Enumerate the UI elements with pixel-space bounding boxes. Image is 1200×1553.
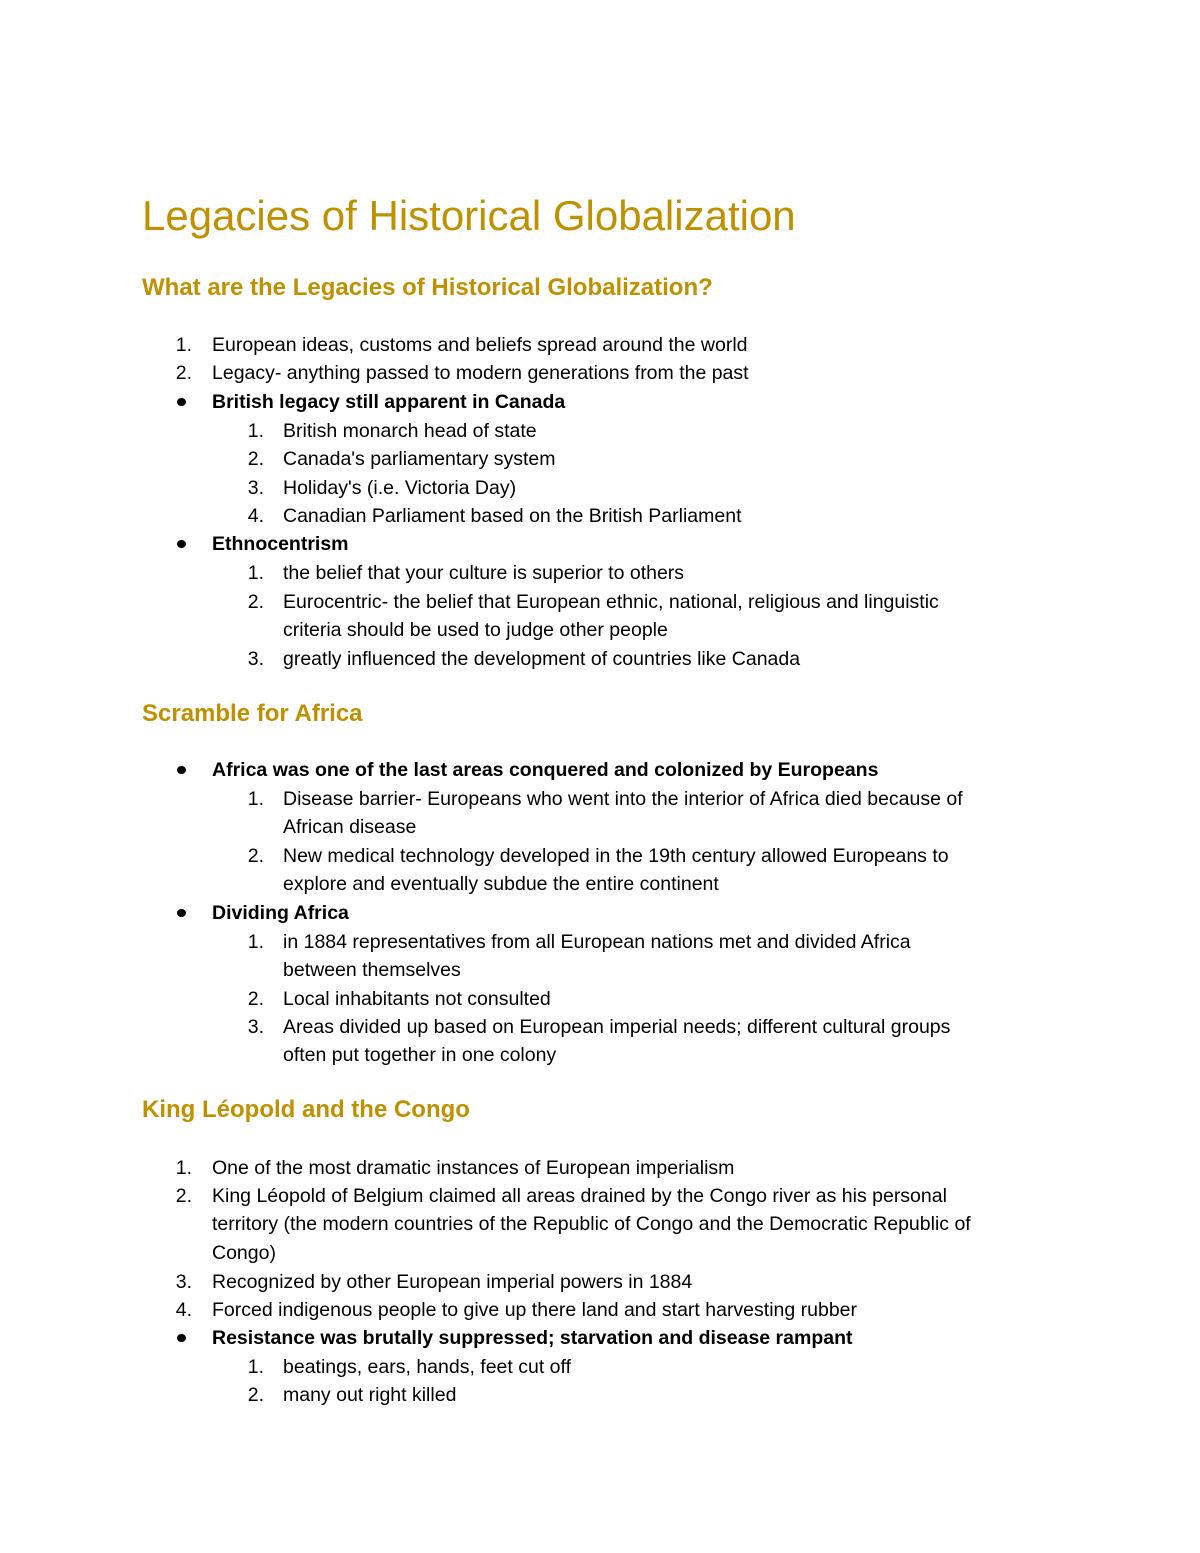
list-item-text: Legacy- anything passed to modern generations from the past <box>212 362 749 384</box>
list-number: 4. <box>247 505 264 527</box>
section-heading-legacies: What are the Legacies of Historical Globalization? <box>142 274 713 301</box>
list-item-text: Canada's parliamentary system <box>283 448 556 470</box>
bullet-icon <box>177 909 186 917</box>
list-item-text: One of the most dramatic instances of European imperialism <box>212 1157 735 1179</box>
list-number: 3. <box>247 1016 264 1038</box>
list-item-text: Areas divided up based on European imperial needs; different cultural groups <box>283 1016 951 1038</box>
bullet-icon <box>177 1334 186 1342</box>
list-item-text: often put together in one colony <box>283 1044 557 1066</box>
list-number: 2. <box>247 1384 264 1406</box>
list-number: 1. <box>247 931 264 953</box>
bullet-item-text: British legacy still apparent in Canada <box>212 391 566 413</box>
list-item-text: Recognized by other European imperial powers in 1884 <box>212 1271 693 1293</box>
list-item-text: in 1884 representatives from all European nations met and divided Africa <box>283 931 911 953</box>
list-number: 1. <box>247 420 264 442</box>
list-item-text: territory (the modern countries of the Republic of Congo and the Democratic Republic of <box>212 1213 971 1235</box>
list-item-text: Canadian Parliament based on the British Parliament <box>283 505 742 527</box>
list-item-text: beatings, ears, hands, feet cut off <box>283 1356 571 1378</box>
list-number: 1. <box>175 334 192 356</box>
list-item-text: Forced indigenous people to give up there land and start harvesting rubber <box>212 1299 858 1321</box>
bullet-item-text: Resistance was brutally suppressed; starvation and disease rampant <box>212 1327 853 1349</box>
list-number: 3. <box>175 1271 192 1293</box>
list-item-text: British monarch head of state <box>283 420 537 442</box>
list-number: 1. <box>175 1157 192 1179</box>
bullet-icon <box>177 766 186 774</box>
bullet-icon <box>177 540 186 548</box>
bullet-item-text: Dividing Africa <box>212 902 349 924</box>
list-item-text: Congo) <box>212 1242 276 1264</box>
list-item-text: Local inhabitants not consulted <box>283 988 551 1010</box>
list-item-text: Eurocentric- the belief that European ethnic, national, religious and linguistic <box>283 591 939 613</box>
section-heading-scramble: Scramble for Africa <box>142 700 363 727</box>
bullet-item-text: Africa was one of the last areas conquered and colonized by Europeans <box>212 759 879 781</box>
list-item-text: greatly influenced the development of countries like Canada <box>283 648 801 670</box>
list-number: 2. <box>175 1185 192 1207</box>
list-number: 2. <box>247 845 264 867</box>
list-number: 2. <box>175 362 192 384</box>
list-item-text: New medical technology developed in the 19th century allowed Europeans to <box>283 845 949 867</box>
list-item-text: explore and eventually subdue the entire continent <box>283 873 719 895</box>
list-number: 1. <box>247 562 264 584</box>
list-number: 1. <box>247 788 264 810</box>
list-item-text: Holiday's (i.e. Victoria Day) <box>283 477 517 499</box>
list-number: 2. <box>247 448 264 470</box>
document-title: Legacies of Historical Globalization <box>142 192 796 239</box>
bullet-item-text: Ethnocentrism <box>212 533 349 555</box>
list-number: 4. <box>175 1299 192 1321</box>
list-item-text: the belief that your culture is superior to others <box>283 562 685 584</box>
list-item-text: European ideas, customs and beliefs spread around the world <box>212 334 748 356</box>
list-number: 2. <box>247 591 264 613</box>
list-number: 1. <box>247 1356 264 1378</box>
list-item-text: many out right killed <box>283 1384 457 1406</box>
list-item-text: Disease barrier- Europeans who went into the interior of Africa died because of <box>283 788 963 810</box>
list-number: 3. <box>247 648 264 670</box>
section-heading-leopold: King Léopold and the Congo <box>142 1096 470 1123</box>
bullet-icon <box>177 398 186 406</box>
list-item-text: criteria should be used to judge other people <box>283 619 668 641</box>
list-item-text: African disease <box>283 816 417 838</box>
list-number: 3. <box>247 477 264 499</box>
list-item-text: King Léopold of Belgium claimed all areas drained by the Congo river as his personal <box>212 1185 947 1207</box>
list-number: 2. <box>247 988 264 1010</box>
list-item-text: between themselves <box>283 959 461 981</box>
